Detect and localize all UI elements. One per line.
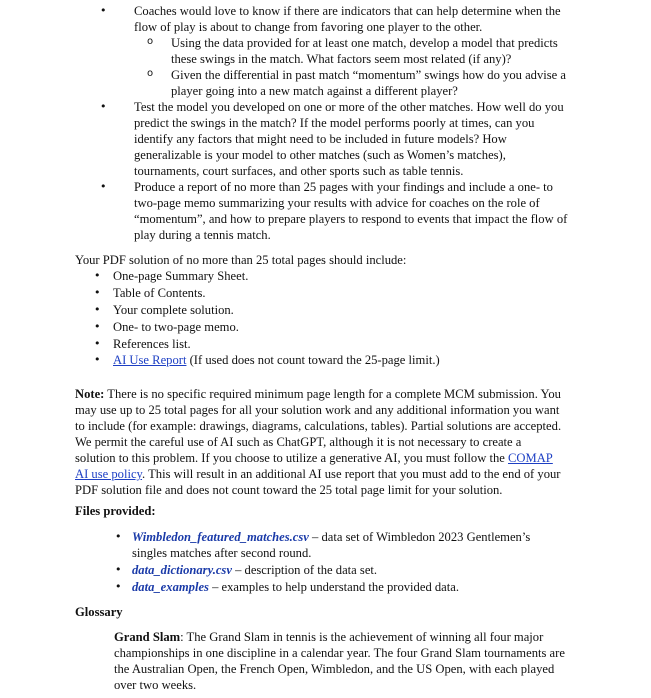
- text-line: PDF solution file and does not count toward the 25 total page limit for your solution.: [75, 483, 503, 497]
- bullet-text: [134, 179, 584, 243]
- pdf-item-label: [113, 352, 440, 368]
- text-line: play during a tennis match.: [134, 228, 271, 242]
- file-desc: – description of the data set.: [231, 563, 378, 577]
- pdf-item-label: One- to two-page memo.: [113, 320, 239, 334]
- bullet-text: [134, 99, 584, 179]
- text-line: championships in one discipline in a calendar year. The four Grand Slam tournaments are: [114, 646, 565, 660]
- text-line: singles matches after second round.: [132, 546, 312, 560]
- comap-link[interactable]: COMAP: [508, 451, 553, 465]
- ai-use-policy-link[interactable]: AI use policy: [75, 467, 143, 481]
- text-line: identify any factors that might need to be included in future models? How: [134, 132, 507, 146]
- text-line: may use up to 25 total pages for all your solution work and any additional information you want: [75, 403, 560, 417]
- text-line: [132, 529, 572, 545]
- files-heading: Files provided:: [75, 504, 156, 518]
- text-line: [75, 450, 595, 466]
- note-text: There is no specific required minimum page length for a complete MCM submission. You: [104, 387, 561, 401]
- ai-use-report-link[interactable]: AI Use Report: [113, 353, 187, 367]
- note-text: solution to this problem. If you choose to utilize a generative AI, you must follow the: [75, 451, 509, 465]
- pdf-item-label: Table of Contents.: [113, 286, 206, 300]
- text-line: flow of play is about to change from favoring one player to the other.: [134, 20, 483, 34]
- pdf-item-label: One-page Summary Sheet.: [113, 269, 249, 283]
- glossary-text: : The Grand Slam in tennis is the achievement of winning all four major: [180, 630, 544, 644]
- text-line: two-page memo summarizing your results with advice for coaches on the role of: [134, 196, 540, 210]
- pdf-intro: Your PDF solution of no more than 25 total pages should include:: [75, 253, 407, 267]
- text-line: Using the data provided for at least one match, develop a model that predicts: [171, 36, 558, 50]
- note-paragraph: [75, 386, 595, 498]
- text-line: generalizable is your model to other matches (such as Women’s matches),: [134, 148, 506, 162]
- pdf-item-label: Your complete solution.: [113, 303, 234, 317]
- file-item-text: [132, 529, 572, 561]
- file-item-text: [132, 579, 572, 595]
- text-line: the Australian Open, the French Open, Wimbledon, and the US Open, with each played: [114, 662, 555, 676]
- bullet-text: [134, 3, 584, 35]
- note-text: . This will result in an additional AI use report that you must add to the end of your: [142, 467, 561, 481]
- text-line: Test the model you developed on one or more of the other matches. How well do you: [134, 100, 564, 114]
- text-line: Given the differential in past match “momentum” swings how do you advise a: [171, 68, 566, 82]
- text-line: to include (for example: drawings, diagrams, calculations, tables). Partial solutions are accepted.: [75, 419, 562, 433]
- text-line: predict the swings in the match? If the model performs poorly at times, can you: [134, 116, 535, 130]
- file-name: data_dictionary.csv: [132, 563, 232, 577]
- file-name: data_examples: [132, 580, 209, 594]
- text-line: [114, 629, 594, 645]
- text-line: player going into a new match against a different player?: [171, 84, 458, 98]
- text-line: Coaches would love to know if there are indicators that can help determine when the: [134, 4, 561, 18]
- text-line: [75, 386, 595, 402]
- text-line: “momentum”, and how to prepare players to respond to events that impact the flow of: [134, 212, 568, 226]
- file-desc: – examples to help understand the provided data.: [208, 580, 460, 594]
- pdf-item-label: References list.: [113, 337, 191, 351]
- text-line: Produce a report of no more than 25 pages with your findings and include a one- to: [134, 180, 553, 194]
- ai-report-note: (If used does not count toward the 25-page limit.): [186, 353, 440, 367]
- text-line: tournaments, court surfaces, and other sports such as table tennis.: [134, 164, 464, 178]
- glossary-entry: [114, 629, 594, 693]
- file-item-text: [132, 562, 572, 578]
- note-label: Note:: [75, 387, 105, 401]
- text-line: over two weeks.: [114, 678, 197, 692]
- glossary-heading: Glossary: [75, 605, 123, 619]
- file-desc: – data set of Wimbledon 2023 Gentlemen’s: [308, 530, 531, 544]
- glossary-term: Grand Slam: [114, 630, 181, 644]
- text-line: We permit the careful use of AI such as ChatGPT, although it is not necessary to create a: [75, 435, 522, 449]
- sub-bullet-text: [171, 67, 571, 99]
- text-line: [75, 466, 595, 482]
- file-name: Wimbledon_featured_matches.csv: [132, 530, 309, 544]
- text-line: these swings in the match. What factors seem most related (if any)?: [171, 52, 512, 66]
- sub-bullet-text: [171, 35, 571, 67]
